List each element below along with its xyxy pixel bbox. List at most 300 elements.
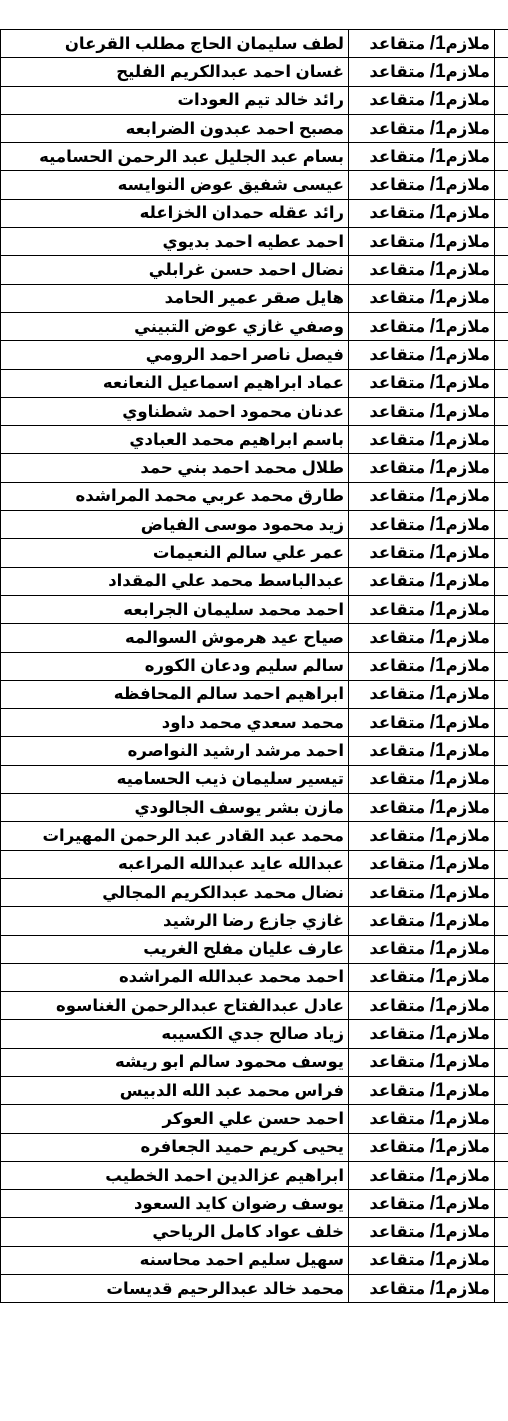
table-row [1,1190,508,1218]
name-cell[interactable]: عمر علي سالم النعيمات [1,539,349,567]
rank-title: ملازم [445,62,490,81]
name-cell[interactable]: غازي جازع رضا الرشيد [1,907,349,935]
table-row [1,341,508,369]
name-cell[interactable]: زياد صالح جدي الكسيبه [1,1020,349,1048]
rank-cell[interactable] [349,1275,495,1303]
rank-cell[interactable] [349,992,495,1020]
retirement-status: متقاعد [369,1081,426,1100]
table-row [1,511,508,539]
retirement-status: متقاعد [369,1194,426,1213]
table-row [1,426,508,454]
rank-level: 1/ [429,230,446,252]
row-edge-cell [495,652,508,680]
retirement-status: متقاعد [369,62,426,81]
rank-title: ملازم [445,487,490,506]
retirement-status: متقاعد [369,770,426,789]
name-cell[interactable]: عيسى شفيق عوض النوايسه [1,171,349,199]
table-row [1,1105,508,1133]
name-cell[interactable]: هايل صقر عمير الحامد [1,284,349,312]
table-row [1,963,508,991]
row-edge-cell [495,1161,508,1189]
rank-title: ملازم [445,798,490,817]
rank-level: 1/ [429,343,446,365]
row-edge-cell [495,794,508,822]
rank-level: 1/ [429,1079,446,1101]
table-row [1,86,508,114]
rank-title: ملازم [445,742,490,761]
rank-title: ملازم [445,657,490,676]
name-cell[interactable]: طلال محمد احمد بني حمد [1,454,349,482]
name-cell[interactable]: سالم سليم ودعان الكوره [1,652,349,680]
rank-title: ملازم [445,1223,490,1242]
rank-title: ملازم [445,430,490,449]
table-row [1,1020,508,1048]
row-edge-cell [495,58,508,86]
retirement-status: متقاعد [369,940,426,959]
rank-cell[interactable] [349,1076,495,1104]
rank-level: 1/ [429,853,446,875]
retirement-status: متقاعد [369,996,426,1015]
rank-title: ملازم [445,345,490,364]
row-edge-cell [495,935,508,963]
retirement-status: متقاعد [369,883,426,902]
table-row [1,454,508,482]
rank-cell[interactable] [349,652,495,680]
rank-level: 1/ [429,655,446,677]
name-cell[interactable]: غسان احمد عبدالكريم الفليح [1,58,349,86]
table-row [1,312,508,340]
retirement-status: متقاعد [369,911,426,930]
row-edge-cell [495,228,508,256]
rank-title: ملازم [445,1081,490,1100]
table-row [1,680,508,708]
rank-level: 1/ [429,1221,446,1243]
row-edge-cell [495,1190,508,1218]
table-row [1,1076,508,1104]
name-cell[interactable]: سهيل سليم احمد محاسنه [1,1246,349,1274]
rank-title: ملازم [445,600,490,619]
retirement-status: متقاعد [369,515,426,534]
rank-cell[interactable] [349,850,495,878]
rank-title: ملازم [445,402,490,421]
retirement-status: متقاعد [369,742,426,761]
name-cell[interactable]: احمد حسن علي العوكر [1,1105,349,1133]
rank-level: 1/ [429,372,446,394]
rank-title: ملازم [445,289,490,308]
row-edge-cell [495,963,508,991]
rank-title: ملازم [445,261,490,280]
rank-level: 1/ [429,541,446,563]
rank-level: 1/ [429,570,446,592]
table-row [1,567,508,595]
table-row [1,935,508,963]
rank-level: 1/ [429,683,446,705]
name-cell[interactable]: زيد محمود موسى الفياض [1,511,349,539]
rank-cell[interactable] [349,680,495,708]
name-cell[interactable]: عادل عبدالفتاح عبدالرحمن الغناسوه [1,992,349,1020]
rank-title: ملازم [445,374,490,393]
name-cell[interactable]: فراس محمد عبد الله الدبيس [1,1076,349,1104]
rank-cell[interactable] [349,624,495,652]
retirement-status: متقاعد [369,91,426,110]
rank-cell[interactable] [349,58,495,86]
retirement-status: متقاعد [369,798,426,817]
rank-level: 1/ [429,796,446,818]
name-cell[interactable]: رائد خالد تيم العودات [1,86,349,114]
name-cell[interactable]: احمد مرشد ارشيد النواصره [1,737,349,765]
retirement-status: متقاعد [369,289,426,308]
rank-cell[interactable] [349,30,495,58]
table-row [1,58,508,86]
rank-title: ملازم [445,1053,490,1072]
table-row [1,397,508,425]
rank-level: 1/ [429,89,446,111]
roster-body [1,30,508,1303]
rank-level: 1/ [429,513,446,535]
table-row [1,539,508,567]
rank-cell[interactable] [349,1048,495,1076]
row-edge-cell [495,114,508,142]
table-row [1,114,508,142]
table-row [1,1218,508,1246]
retirement-status: متقاعد [369,1251,426,1270]
rank-cell[interactable] [349,1020,495,1048]
name-cell[interactable]: عماد ابراهيم اسماعيل النعانعه [1,369,349,397]
table-row [1,765,508,793]
rank-cell[interactable] [349,1133,495,1161]
rank-level: 1/ [429,626,446,648]
table-row [1,1161,508,1189]
retirement-status: متقاعد [369,487,426,506]
name-cell[interactable]: يوسف محمود سالم ابو ريشه [1,1048,349,1076]
row-edge-cell [495,539,508,567]
rank-cell[interactable] [349,935,495,963]
rank-cell[interactable] [349,822,495,850]
rank-level: 1/ [429,966,446,988]
rank-title: ملازم [445,685,490,704]
rank-title: ملازم [445,1279,490,1298]
rank-level: 1/ [429,1023,446,1045]
rank-title: ملازم [445,204,490,223]
name-cell[interactable]: نضال احمد حسن غرابلي [1,256,349,284]
retirement-status: متقاعد [369,345,426,364]
rank-level: 1/ [429,881,446,903]
table-row [1,822,508,850]
rank-cell[interactable] [349,595,495,623]
retirement-status: متقاعد [369,572,426,591]
row-edge-cell [495,1246,508,1274]
row-edge-cell [495,256,508,284]
rank-level: 1/ [429,1136,446,1158]
rank-cell[interactable] [349,1218,495,1246]
row-edge-cell [495,680,508,708]
table-row [1,482,508,510]
rank-cell[interactable] [349,709,495,737]
rank-level: 1/ [429,994,446,1016]
rank-level: 1/ [429,428,446,450]
table-row [1,595,508,623]
rank-cell[interactable] [349,567,495,595]
rank-cell[interactable] [349,794,495,822]
rank-level: 1/ [429,909,446,931]
retirement-status: متقاعد [369,176,426,195]
rank-level: 1/ [429,287,446,309]
retirement-status: متقاعد [369,317,426,336]
row-edge-cell [495,312,508,340]
table-row [1,850,508,878]
table-row [1,256,508,284]
row-edge-cell [495,397,508,425]
retirement-status: متقاعد [369,1166,426,1185]
name-cell[interactable]: يوسف رضوان كايد السعود [1,1190,349,1218]
table-row [1,1048,508,1076]
rank-cell[interactable] [349,454,495,482]
rank-cell[interactable] [349,312,495,340]
retirement-status: متقاعد [369,1223,426,1242]
rank-cell[interactable] [349,539,495,567]
rank-title: ملازم [445,459,490,478]
row-edge-cell [495,482,508,510]
rank-level: 1/ [429,711,446,733]
name-cell[interactable]: احمد محمد عبدالله المراشده [1,963,349,991]
rank-cell[interactable] [349,397,495,425]
row-edge-cell [495,765,508,793]
rank-cell[interactable] [349,482,495,510]
rank-cell[interactable] [349,171,495,199]
rank-title: ملازم [445,317,490,336]
name-cell[interactable]: وصفي غازي عوض التبيني [1,312,349,340]
row-edge-cell [495,1020,508,1048]
name-cell[interactable]: باسم ابراهيم محمد العبادي [1,426,349,454]
rank-level: 1/ [429,1277,446,1299]
name-cell[interactable]: عبدالباسط محمد علي المقداد [1,567,349,595]
rank-cell[interactable] [349,199,495,227]
rank-cell[interactable] [349,143,495,171]
rank-title: ملازم [445,996,490,1015]
name-cell[interactable]: عارف عليان مفلح الغريب [1,935,349,963]
rank-cell[interactable] [349,284,495,312]
retirement-status: متقاعد [369,1279,426,1298]
row-edge-cell [495,511,508,539]
rank-cell[interactable] [349,228,495,256]
rank-title: ملازم [445,119,490,138]
row-edge-cell [495,1275,508,1303]
name-cell[interactable]: يحيى كريم حميد الجعافره [1,1133,349,1161]
name-cell[interactable]: ابراهيم احمد سالم المحافظه [1,680,349,708]
rank-level: 1/ [429,117,446,139]
name-cell[interactable]: مصبح احمد عبدون الضرابعه [1,114,349,142]
rank-cell[interactable] [349,114,495,142]
rank-level: 1/ [429,768,446,790]
row-edge-cell [495,992,508,1020]
rank-level: 1/ [429,315,446,337]
row-edge-cell [495,850,508,878]
name-cell[interactable]: لطف سليمان الحاج مطلب القرعان [1,30,349,58]
row-edge-cell [495,878,508,906]
row-edge-cell [495,171,508,199]
rank-level: 1/ [429,202,446,224]
rank-cell[interactable] [349,1161,495,1189]
table-row [1,143,508,171]
table-row [1,199,508,227]
rank-title: ملازم [445,713,490,732]
name-cell[interactable]: طارق محمد عربي محمد المراشده [1,482,349,510]
name-cell[interactable]: محمد عبد القادر عبد الرحمن المهيرات [1,822,349,850]
rank-title: ملازم [445,855,490,874]
retirement-status: متقاعد [369,543,426,562]
table-row [1,878,508,906]
table-row [1,284,508,312]
name-cell[interactable]: بسام عبد الجليل عبد الرحمن الحساميه [1,143,349,171]
name-cell[interactable]: محمد خالد عبدالرحيم قديسات [1,1275,349,1303]
retirement-status: متقاعد [369,713,426,732]
retirement-status: متقاعد [369,1109,426,1128]
rank-level: 1/ [429,1192,446,1214]
row-edge-cell [495,454,508,482]
row-edge-cell [495,426,508,454]
rank-level: 1/ [429,598,446,620]
name-cell[interactable]: عدنان محمود احمد شطناوي [1,397,349,425]
rank-title: ملازم [445,826,490,845]
retirement-status: متقاعد [369,147,426,166]
rank-title: ملازم [445,1166,490,1185]
retirement-status: متقاعد [369,374,426,393]
row-edge-cell [495,737,508,765]
table-row [1,30,508,58]
row-edge-cell [495,1133,508,1161]
rank-title: ملازم [445,1109,490,1128]
rank-title: ملازم [445,34,490,53]
rank-cell[interactable] [349,1190,495,1218]
name-cell[interactable]: صياح عيد هرموش السوالمه [1,624,349,652]
retirement-status: متقاعد [369,855,426,874]
name-cell[interactable]: ابراهيم عزالدين احمد الخطيب [1,1161,349,1189]
rank-title: ملازم [445,1251,490,1270]
retirement-status: متقاعد [369,1138,426,1157]
table-row [1,1133,508,1161]
rank-title: ملازم [445,1194,490,1213]
rank-cell[interactable] [349,963,495,991]
rank-title: ملازم [445,572,490,591]
retirement-status: متقاعد [369,459,426,478]
table-row [1,1275,508,1303]
rank-title: ملازم [445,628,490,647]
rank-cell[interactable] [349,256,495,284]
rank-level: 1/ [429,32,446,54]
rank-cell[interactable] [349,369,495,397]
retirement-status: متقاعد [369,232,426,251]
row-edge-cell [495,143,508,171]
retirement-status: متقاعد [369,119,426,138]
roster-table [0,29,508,1303]
rank-title: ملازم [445,940,490,959]
name-cell[interactable]: رائد عقله حمدان الخزاعله [1,199,349,227]
rank-level: 1/ [429,259,446,281]
row-edge-cell [495,1076,508,1104]
rank-level: 1/ [429,457,446,479]
rank-cell[interactable] [349,1246,495,1274]
rank-level: 1/ [429,824,446,846]
table-row [1,1246,508,1274]
table-row [1,228,508,256]
name-cell[interactable]: نضال محمد عبدالكريم المجالي [1,878,349,906]
table-row [1,992,508,1020]
retirement-status: متقاعد [369,628,426,647]
rank-title: ملازم [445,770,490,789]
rank-title: ملازم [445,515,490,534]
rank-cell[interactable] [349,1105,495,1133]
rank-cell[interactable] [349,86,495,114]
rank-title: ملازم [445,176,490,195]
table-row [1,907,508,935]
row-edge-cell [495,1105,508,1133]
table-row [1,709,508,737]
rank-title: ملازم [445,147,490,166]
rank-cell[interactable] [349,511,495,539]
rank-title: ملازم [445,1025,490,1044]
rank-cell[interactable] [349,341,495,369]
rank-level: 1/ [429,1107,446,1129]
rank-cell[interactable] [349,878,495,906]
row-edge-cell [495,369,508,397]
name-cell[interactable]: فيصل ناصر احمد الرومي [1,341,349,369]
retirement-status: متقاعد [369,1053,426,1072]
rank-level: 1/ [429,145,446,167]
name-cell[interactable]: عبدالله عايد عبدالله المراعبه [1,850,349,878]
rank-title: ملازم [445,232,490,251]
rank-cell[interactable] [349,907,495,935]
rank-title: ملازم [445,1138,490,1157]
table-row [1,737,508,765]
rank-cell[interactable] [349,737,495,765]
name-cell[interactable]: محمد سعدي محمد داود [1,709,349,737]
name-cell[interactable]: احمد محمد سليمان الجرابعه [1,595,349,623]
name-cell[interactable]: خلف عواد كامل الرياحي [1,1218,349,1246]
row-edge-cell [495,567,508,595]
roster-sheet [0,29,508,1303]
rank-title: ملازم [445,883,490,902]
rank-cell[interactable] [349,765,495,793]
retirement-status: متقاعد [369,1025,426,1044]
name-cell[interactable]: احمد عطيه احمد بديوي [1,228,349,256]
rank-title: ملازم [445,911,490,930]
row-edge-cell [495,709,508,737]
retirement-status: متقاعد [369,600,426,619]
rank-level: 1/ [429,1249,446,1271]
rank-title: ملازم [445,543,490,562]
row-edge-cell [495,199,508,227]
retirement-status: متقاعد [369,826,426,845]
table-row [1,171,508,199]
row-edge-cell [495,86,508,114]
name-cell[interactable]: مازن بشر يوسف الجالودي [1,794,349,822]
rank-level: 1/ [429,485,446,507]
retirement-status: متقاعد [369,685,426,704]
rank-cell[interactable] [349,426,495,454]
row-edge-cell [495,1218,508,1246]
row-edge-cell [495,624,508,652]
rank-title: ملازم [445,91,490,110]
rank-level: 1/ [429,938,446,960]
name-cell[interactable]: تيسير سليمان ذيب الحساميه [1,765,349,793]
row-edge-cell [495,595,508,623]
rank-level: 1/ [429,740,446,762]
table-row [1,794,508,822]
row-edge-cell [495,341,508,369]
row-edge-cell [495,30,508,58]
rank-level: 1/ [429,400,446,422]
retirement-status: متقاعد [369,402,426,421]
